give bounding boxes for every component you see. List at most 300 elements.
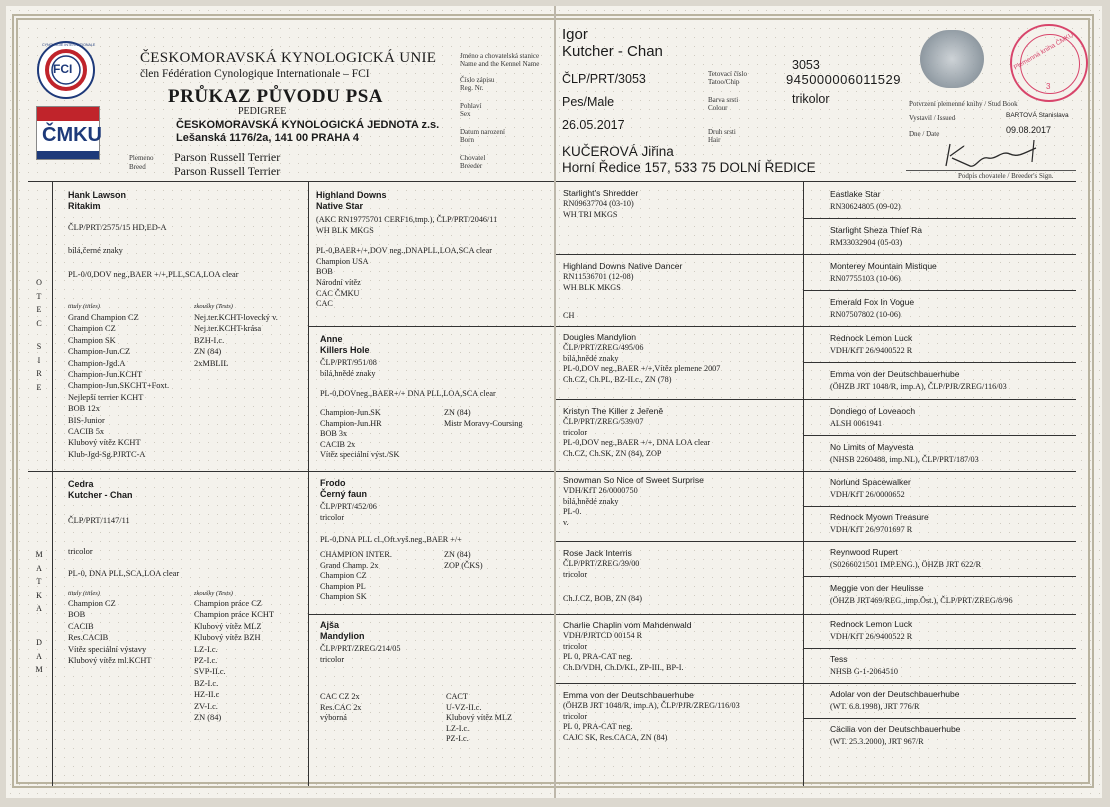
gen3-name: Charlie Chaplin vom Mahdenwald: [563, 620, 692, 630]
sd-line: bílá,hnědé znaky: [320, 368, 376, 378]
dd-name-2: Mandylion: [320, 631, 365, 641]
hologram-seal: [920, 30, 984, 88]
date-value: 09.08.2017: [1006, 125, 1052, 135]
test-item: BZ-I.c.: [194, 678, 219, 688]
gen3-line: (ÖHZB JRT 1048/R, imp.A), ČLP/PJR/ZREG/116/03: [563, 701, 740, 710]
gen3-line: tricolor: [563, 641, 588, 651]
gen4-reg: RN07755103 (10-06): [830, 274, 901, 283]
org-name: ČESKOMORAVSKÁ KYNOLOGICKÁ UNIE: [140, 50, 437, 66]
gen4-name: Rednock Myown Treasure: [830, 512, 929, 522]
gen4-line-6: [803, 399, 1076, 400]
dam-tests-header: zkoušky (Tests): [194, 590, 233, 597]
sd-left-item: Champion-Jun.HR: [320, 418, 382, 428]
confirm-label: Potvrzení plemenné knihy / Stud Book: [909, 100, 1018, 108]
gen3-line: bílá,hnědé znaky: [563, 353, 619, 363]
ds-line: tricolor: [320, 512, 345, 522]
sd-left-item: BOB 3x: [320, 429, 348, 439]
gen4-reg: (ÖHZB JRT 1048/R, imp.A), ČLP/PJR/ZREG/116/03: [830, 382, 1007, 391]
title-item: Klubový vítěz KCHT: [68, 438, 141, 448]
dam-reg: ČLP/PRT/1147/11: [68, 516, 130, 525]
ds-left-item: Grand Champ. 2x: [320, 560, 379, 570]
breeder-label-cz: Chovatel: [460, 154, 486, 162]
gen3-line: tricolor: [563, 427, 588, 437]
gen3-cell: [563, 690, 740, 743]
signature-line: [906, 170, 1076, 171]
gen4-name: Tess: [830, 654, 848, 664]
dam-name-2: Kutcher - Chan: [68, 490, 133, 500]
gen4-line-4: [803, 326, 1076, 327]
side-label-matka: [34, 548, 44, 616]
gen4-name: Emma von der Deutschbauerhube: [830, 369, 960, 379]
gen3-line: bílá,hnědé znaky: [563, 496, 619, 506]
gen4-reg: (NHSB 2260488, imp.NL), ČLP/PRT/187/03: [830, 455, 979, 464]
gen3-cell: [563, 188, 638, 220]
sd-left-item: CACIB 2x: [320, 439, 356, 449]
ds-right-item: ZN (84): [444, 550, 471, 559]
test-item: PZ-I.c.: [194, 656, 218, 666]
reg-label-cz: Číslo zápisu: [460, 76, 495, 84]
tattoo-value-1: 3053: [792, 58, 820, 72]
granddam-paternal-cell: [320, 334, 496, 400]
gen4-cell: [830, 333, 912, 357]
gen3-gen4-divider: [803, 181, 804, 786]
gen1-gen2-divider: [308, 181, 309, 786]
title-item: Klub-Jgd-Sg.PJRTC-A: [68, 449, 146, 459]
title-item: Nejlepší terrier KCHT: [68, 392, 144, 402]
ds-left-item: Champion PL: [320, 581, 366, 591]
ds-name-2: Černý faun: [320, 489, 368, 499]
gen3-line: VDH/KfT 26/0000750: [563, 486, 638, 495]
sire-tests-list: [194, 312, 278, 369]
dd-right-item: U-VZ-II.c.: [446, 702, 482, 712]
dd-name-1: Ajša: [320, 620, 340, 630]
title-item: CACIB 5x: [68, 427, 105, 437]
cmku-logo-band: [37, 107, 99, 121]
title-item: Champion CZ: [68, 599, 116, 608]
gen4-cell: [830, 619, 912, 643]
name-label-en: Name and the Kennel Name: [460, 60, 540, 68]
gen3-line: PL 0, PRA-CAT neg.: [563, 722, 633, 732]
sd-left-item: Vítěz speciální výst./SK: [320, 450, 400, 460]
title-item: BOB: [68, 610, 86, 620]
title-item: Champion-Jun.CZ: [68, 347, 131, 357]
gen3-line-1: [556, 254, 803, 255]
ds-name-1: Frodo: [320, 478, 346, 488]
sire-tests-header: zkoušky (Tests): [194, 303, 233, 310]
ds-left-item: Champion CZ: [320, 571, 367, 581]
gen4-cell: [830, 724, 960, 748]
gen4-line-14: [803, 683, 1076, 684]
fold-line: [554, 6, 556, 798]
cmku-logo-text: ČMKU: [42, 124, 102, 146]
dd-right-item: PZ-I.c.: [446, 734, 469, 744]
dd-right-list: [446, 692, 512, 745]
gen4-cell: [830, 512, 929, 536]
gen3-name: Starlight's Shredder: [563, 188, 639, 198]
gen3-line: PL-0.: [563, 507, 582, 517]
cmku-logo: [36, 106, 100, 160]
gen3-line: Ch.CZ, Ch.PL, BZ-II.c., ZN (78): [563, 374, 672, 384]
gen4-cell: [830, 406, 915, 430]
side-letter: E: [36, 382, 42, 392]
gen3-name: Highland Downs Native Dancer: [563, 261, 683, 271]
test-item: 2xMBLIL: [194, 358, 229, 368]
gen4-cell: [830, 297, 914, 321]
gen3-line-3: [556, 399, 803, 400]
ds-left-item: CHAMPION INTER.: [320, 550, 392, 559]
test-item: ZV-I.c.: [194, 701, 218, 711]
gen4-reg: RN07507802 (10-06): [830, 310, 901, 319]
table-mid-line-right: [556, 471, 1076, 472]
breeder-value-1: KUČEROVÁ Jiřina: [562, 144, 674, 159]
gen3-line: PL-0,DOV neg.,BAER +/+, DNA LOA clear: [563, 438, 711, 448]
side-letter: I: [37, 355, 41, 365]
gen3-line: Ch.CZ, Ch.SK, ZN (84), ZOP: [563, 448, 662, 458]
gen3-line: CAJC SK, Res.CACA, ZN (84): [563, 732, 668, 742]
dam-tests-list: [194, 598, 274, 723]
gen4-name: Cäcilia von der Deutschbauerhube: [830, 724, 961, 734]
gen3-line-5: [556, 541, 803, 542]
title-item: BOB 12x: [68, 404, 100, 414]
gen3-line-2: [556, 326, 803, 327]
gen4-line-11: [803, 576, 1076, 577]
test-item: LZ-I.c.: [194, 644, 218, 654]
sd-right-item: ZN (84): [444, 408, 471, 417]
gen4-name: Eastlake Star: [830, 189, 881, 199]
dd-left-item: CAC CZ 2x: [320, 692, 360, 701]
gen4-cell: [830, 225, 922, 249]
side-letter: A: [36, 563, 42, 573]
breeder-label-en: Breeder: [460, 162, 483, 170]
gen4-cell: [830, 442, 979, 466]
sex-label-cz: Pohlaví: [460, 102, 482, 110]
dd-left-item: výborná: [320, 713, 347, 723]
gen4-reg: ALSH 0061941: [830, 419, 883, 428]
breed-label-en: Breed: [129, 163, 146, 171]
tattoo-label-en: Tatoo/Chip: [708, 78, 740, 86]
gen4-cell: [830, 261, 937, 285]
gen4-name: Norlund Spacewalker: [830, 477, 911, 487]
side-letter: E: [36, 305, 42, 314]
gen4-reg: NHSB G-1-2064510: [830, 667, 899, 676]
table-top-line-left: [28, 181, 554, 182]
gen4-reg: (WT. 6.8.1998), JRT 776/R: [830, 702, 920, 711]
granddam-maternal-cell: [320, 620, 400, 665]
dog-name-2: Kutcher - Chan: [562, 43, 663, 60]
gen4-name: Monterey Mountain Mistique: [830, 261, 937, 271]
gen3-line: WH TRI MKGS: [563, 209, 618, 219]
title-item: BIS-Junior: [68, 415, 105, 425]
dam-titles-list: [68, 598, 152, 666]
stamp-number: 3: [1046, 82, 1051, 91]
dd-line: tricolor: [320, 654, 345, 664]
ss-line: [316, 236, 497, 246]
gen3-line: CH: [563, 311, 575, 321]
side-letter: S: [36, 342, 42, 351]
side-letter: A: [36, 604, 42, 613]
dam-colour: tricolor: [68, 547, 93, 557]
gen4-reg: RM33032904 (05-03): [830, 238, 903, 247]
title-item: CACIB: [68, 621, 94, 631]
colour-label-cz: Barva srsti: [708, 96, 739, 104]
test-item: SVP-II.c.: [194, 667, 226, 677]
dam-cell: [68, 479, 179, 579]
ds-line: ČLP/PRT/452/06: [320, 502, 377, 511]
gen4-cell: [830, 583, 1013, 607]
gen3-cell: [563, 406, 710, 459]
tattoo-value-2: 945000006011529: [786, 72, 901, 87]
gen3-name: Dougles Mandylion: [563, 332, 637, 342]
side-letter: T: [36, 577, 42, 586]
reg-value: ČLP/PRT/3053: [562, 72, 646, 86]
signature-label: Podpis chovatele / Breeder's Sign.: [958, 172, 1054, 180]
dd-line: ČLP/PRT/ZREG/214/05: [320, 644, 401, 653]
gen4-line-2: [803, 254, 1076, 255]
breed-value-1: Parson Russell Terrier: [174, 150, 281, 164]
fci-logo-text: FCI: [53, 62, 73, 76]
dd-left-list: [320, 692, 361, 724]
pedigree-document: [6, 6, 1102, 798]
ds-right-item: ZOP (ČKS): [444, 560, 483, 570]
gen4-reg: VDH/KfT 26/9701697 R: [830, 525, 913, 534]
title-item: Res.CACIB: [68, 633, 109, 643]
sd-right-item: Mistr Moravy-Coursing: [444, 418, 523, 428]
sex-label-en: Sex: [460, 110, 471, 118]
side-label-sire: [34, 340, 44, 394]
gen4-line-12: [803, 614, 1076, 615]
gen3-line: tricolor: [563, 569, 588, 579]
breed-label-cz: Plemeno: [129, 154, 154, 162]
ds-line: PL-0,DNA PLL cl.,Oft.vyš.neg.,BAER +/+: [320, 535, 462, 545]
issued-label: Vystavil / Issued: [909, 114, 956, 122]
dog-name-1: Igor: [562, 26, 588, 43]
test-item: Klubový vítěz BZH: [194, 633, 261, 643]
test-item: Nej.ter.KCHT-lovecký v.: [194, 313, 278, 322]
gen3-name: Emma von der Deutschbauerhube: [563, 690, 694, 700]
test-item: Nej.ter.KCHT-krása: [194, 324, 262, 334]
side-letter: M: [35, 665, 43, 674]
studbook-stamp: [1010, 24, 1088, 102]
ss-line: BOB: [316, 267, 333, 277]
gen4-name: Dondiego of Loveaoch: [830, 406, 916, 416]
gen3-cell: [563, 548, 642, 605]
gen4-reg: VDH/KfT 26/9400522 R: [830, 632, 913, 641]
gen4-name: Starlight Sheza Thief Ra: [830, 225, 922, 235]
gen4-name: Reynwood Rupert: [830, 547, 899, 557]
side-letter: K: [36, 590, 42, 600]
gen4-line-1: [803, 218, 1076, 219]
gen4-reg: VDH/KfT 26/9400522 R: [830, 346, 913, 355]
ss-line: WH BLK MKGS: [316, 225, 374, 235]
hair-label-cz: Druh srsti: [708, 128, 736, 136]
gen3-line-6: [556, 614, 803, 615]
gen3-line: ČLP/PRT/ZREG/495/06: [563, 343, 644, 352]
gen3-line: ČLP/PRT/ZREG/39/00: [563, 559, 640, 568]
title-item: Champion CZ: [68, 324, 116, 334]
dd-right-item: CACT: [446, 692, 468, 701]
colour-value: trikolor: [792, 92, 830, 106]
sire-name-1: Hank Lawson: [68, 190, 127, 200]
gen4-cell: [830, 654, 898, 678]
org-member: člen Fédération Cynologique Internationale – FCI: [140, 68, 370, 80]
gen4-line-15: [803, 718, 1076, 719]
gen3-line: ČLP/PRT/ZREG/539/07: [563, 417, 644, 426]
gen3-line: tricolor: [563, 711, 588, 721]
gen4-cell: [830, 547, 981, 571]
gen4-cell: [830, 369, 1007, 393]
club-address: Lešanská 1176/2a, 141 00 PRAHA 4: [176, 132, 360, 144]
hair-label-en: Hair: [708, 136, 721, 144]
sd-left-item: Champion-Jun.SK: [320, 408, 381, 417]
sd-line: ČLP/PRT/951/08: [320, 358, 377, 367]
gen3-cell: [563, 332, 720, 385]
side-label-otec: [34, 276, 44, 330]
sd-line: [320, 379, 496, 389]
sire-colour: bílá,černé znaky: [68, 246, 123, 256]
gen3-line: VDH/PJRTCD 00154 R: [563, 631, 643, 640]
gen4-reg: (S0266021501 IMP.ENG.), ÖHZB JRT 622/R: [830, 560, 982, 569]
colour-label-en: Colour: [708, 104, 728, 112]
ss-line: CAC: [316, 299, 333, 309]
issued-value: BARTOVÁ Stanislava: [1006, 112, 1069, 119]
test-item: Champion práce CZ: [194, 599, 262, 608]
side-letter: D: [36, 638, 42, 647]
date-label: Dne / Date: [909, 130, 940, 138]
doc-subtitle: PEDIGREE: [238, 106, 287, 117]
side-letter: T: [36, 291, 42, 301]
doc-title: PRŮKAZ PŮVODU PSA: [168, 86, 384, 107]
dd-left-item: Res.CAC 2x: [320, 702, 362, 712]
ds-left-list: [320, 550, 392, 603]
test-item: BZH-I.c.: [194, 335, 225, 345]
fci-ring-text: CYNOLOGIE INTERNATIONALE: [42, 43, 96, 47]
test-item: ZN (84): [194, 713, 222, 723]
sire-name-2: Ritakim: [68, 201, 101, 211]
gen4-line-10: [803, 541, 1076, 542]
sire-titles-list: [68, 312, 169, 460]
sire-cell: [68, 190, 239, 280]
test-item: Klubový vítěz MLZ: [194, 621, 262, 631]
gen3-line: v.: [563, 517, 569, 527]
sire-titles-header: tituly (titles): [68, 303, 100, 310]
gen4-line-9: [803, 506, 1076, 507]
sd-name-1: Anne: [320, 334, 343, 344]
side-label-dam: [34, 636, 44, 677]
gen3-line: Ch.D/VDH, Ch.D/KL, ZP-III., BP-I.: [563, 662, 684, 672]
title-item: Klubový vítěz ml.KCHT: [68, 656, 152, 666]
gen3-cell: [563, 261, 682, 322]
gen4-reg: VDH/KfT 26/0000652: [830, 490, 905, 499]
born-value: 26.05.2017: [562, 118, 625, 132]
sire-health: PL-0/0,DOV neg.,BAER +/+,PLL,SCA,LOA clear: [68, 269, 239, 279]
ss-line: (AKC RN19775701 CERF16,tmp.), ČLP/PRT/2046/11: [316, 215, 498, 224]
side-letter: A: [36, 651, 42, 661]
gen4-reg: (WT. 25.3.2000), JRT 967/R: [830, 737, 924, 746]
gen4-line-13: [803, 648, 1076, 649]
gen3-cell: [563, 620, 692, 673]
gen4-cell: [830, 189, 901, 213]
gen3-line: [563, 293, 682, 311]
gen4-cell: [830, 477, 911, 501]
gen4-cell: [830, 689, 959, 713]
born-label-en: Born: [460, 136, 474, 144]
breed-value-2: Parson Russell Terrier: [174, 164, 281, 178]
dam-name-1: Cedra: [68, 479, 94, 489]
gen3-line: RN11536701 (12-08): [563, 272, 634, 281]
gen4-name: No Limits of Mayvesta: [830, 442, 914, 452]
side-letter: M: [35, 550, 43, 559]
grandsire-maternal-cell: [320, 478, 462, 546]
ds-line: [320, 523, 462, 535]
sd-right-list: [444, 408, 522, 429]
ss-line: Národní vítěz: [316, 277, 361, 287]
test-item: Champion práce KCHT: [194, 610, 275, 620]
grandsire-paternal-cell: [316, 190, 497, 310]
table-top-line-right: [556, 181, 1076, 182]
side-letter: C: [36, 318, 42, 328]
fci-logo: [36, 40, 96, 100]
gen4-reg: RN30624805 (09-02): [830, 202, 901, 211]
dd-right-item: LZ-I.c.: [446, 723, 470, 733]
ss-line: CAC ČMKU: [316, 288, 360, 298]
sd-name-2: Killers Hole: [320, 345, 370, 355]
gen3-name: Rose Jack Interris: [563, 548, 632, 558]
gen3-line: WH BLK MKGS: [563, 282, 621, 292]
sd-line: PL-0,DOVneg.,BAER+/+ DNA PLL,LOA,SCA clear: [320, 389, 496, 399]
gen4-name: Meggie von der Heulisse: [830, 583, 924, 593]
gen4-line-5: [803, 362, 1076, 363]
ss-name-2: Native Star: [316, 201, 364, 211]
ds-right-list: [444, 550, 483, 571]
gen3-line: [563, 580, 642, 594]
gen4-name: Rednock Lemon Luck: [830, 333, 913, 343]
gen3-line: RN09637704 (03-10): [563, 199, 634, 208]
gen3-name: Kristyn The Killer z Jeřeně: [563, 406, 664, 416]
name-label-cz: Jméno a chovatelská stanice: [460, 52, 540, 60]
ss-name-1: Highland Downs: [316, 190, 387, 200]
reg-label-en: Reg. Nr.: [460, 84, 484, 92]
title-item: Grand Champion CZ: [68, 313, 139, 322]
gen4-reg: (ÖHZB JRT469/REG.,imp.Öst.), ČLP/PRT/ZREG/8/96: [830, 596, 1013, 605]
gen4-name: Adolar von der Deutschbauerhube: [830, 689, 960, 699]
gen2-q1-line: [308, 326, 554, 327]
gen4-name: Emerald Fox In Vogue: [830, 297, 915, 307]
gen2-q3-line: [308, 614, 554, 615]
gen3-line: PL 0, PRA-CAT neg.: [563, 652, 633, 662]
side-letter: O: [36, 278, 42, 287]
breeder-value-2: Horní Ředice 157, 533 75 DOLNÍ ŘEDICE: [562, 160, 816, 175]
dam-titles-header: tituly (titles): [68, 590, 100, 597]
gen4-name: Rednock Lemon Luck: [830, 619, 913, 629]
dam-health: PL-0, DNA PLL,SCA,LOA clear: [68, 568, 180, 578]
test-item: HZ-II.c: [194, 690, 220, 700]
title-item: Champion-Jgd.A: [68, 358, 126, 368]
gen3-line: Ch.J.CZ, BOB, ZN (84): [563, 594, 642, 604]
ds-left-item: Champion SK: [320, 592, 367, 602]
cmku-logo-bar: [37, 151, 99, 159]
gen3-line-7: [556, 683, 803, 684]
ss-line: PL-0,BAER+/+,DOV neg.,DNAPLL,LOA,SCA clear: [316, 246, 493, 256]
title-item: Champion SK: [68, 335, 116, 345]
title-item: Vítěz speciální výstavy: [68, 644, 147, 654]
gen3-cell: [563, 475, 704, 528]
gen3-line: PL-0,DOV neg.,BAER +/+,Vítěz plemene 2007: [563, 364, 721, 374]
gen4-line-3: [803, 290, 1076, 291]
test-item: ZN (84): [194, 347, 222, 357]
side-label-column-line: [52, 181, 53, 786]
sire-reg: ČLP/PRT/2575/15 HD,ED-A: [68, 223, 167, 232]
tattoo-label-cz: Tetovací číslo: [708, 70, 747, 78]
